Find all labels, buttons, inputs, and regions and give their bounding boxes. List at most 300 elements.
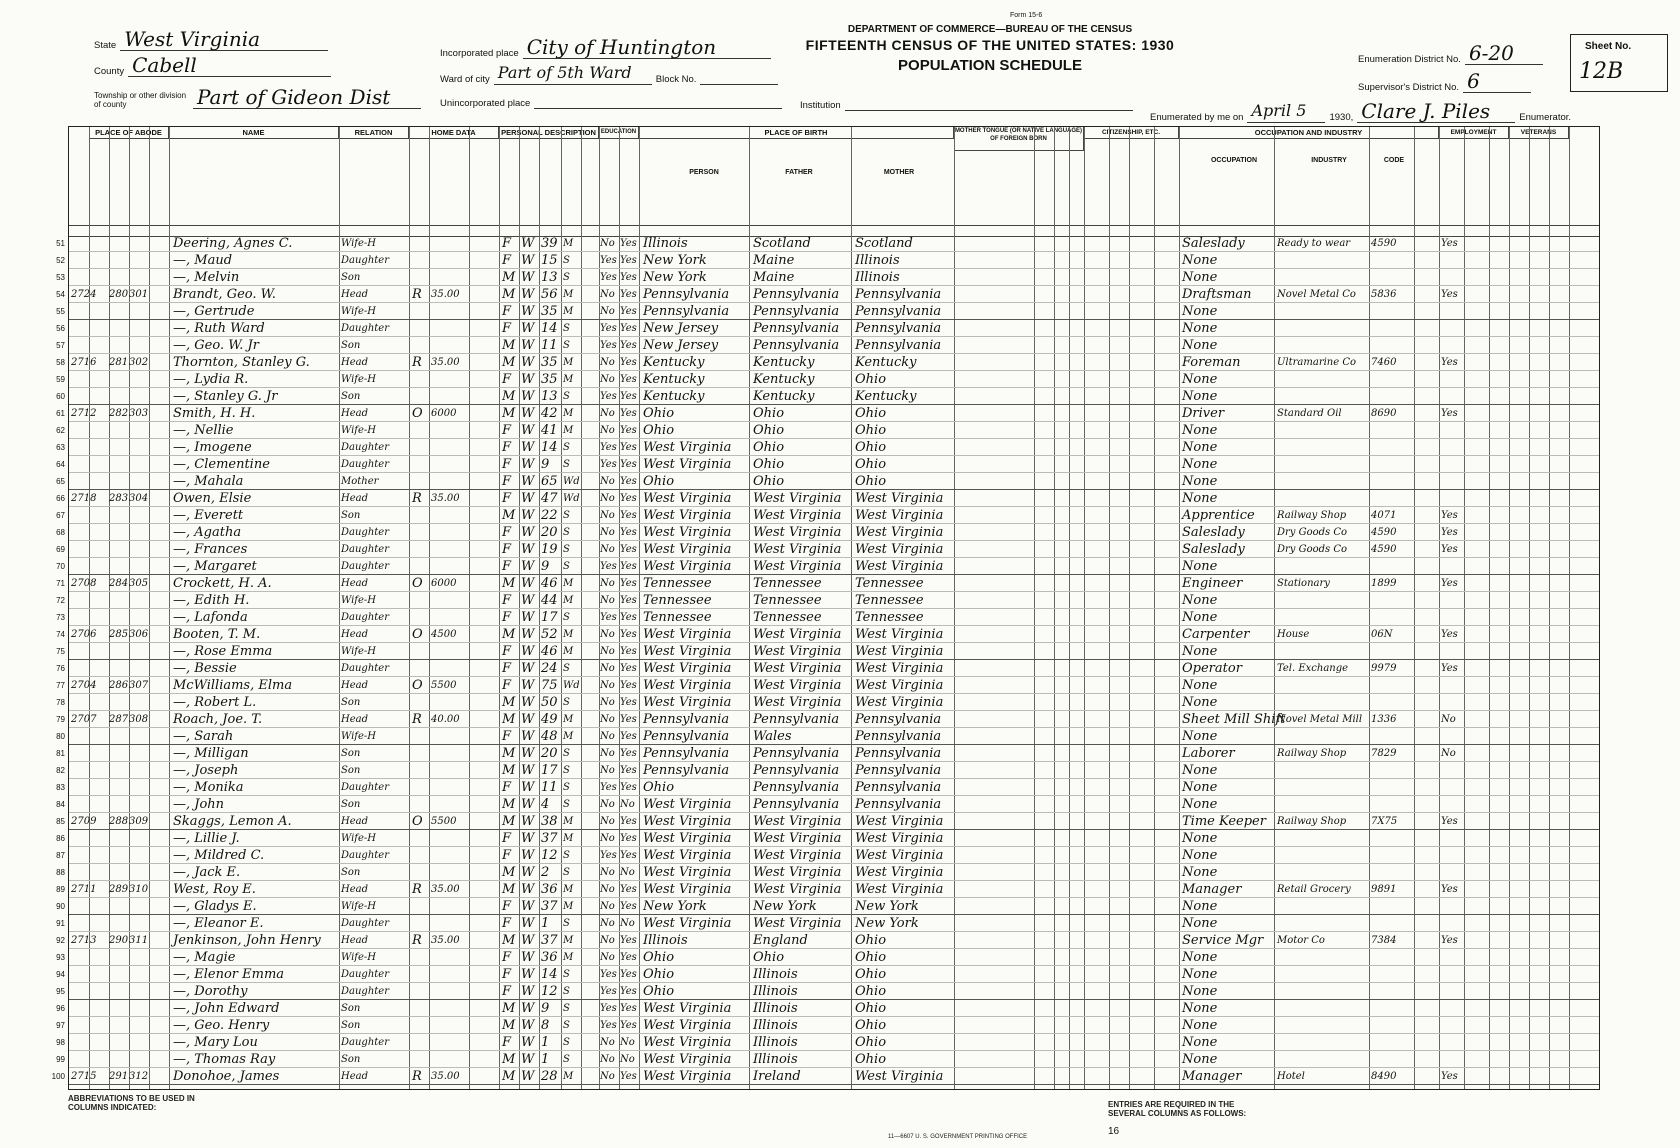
cell-age: 44 [541,593,558,608]
cell-val [431,643,469,660]
table-rows [51,235,1599,1085]
cell-dwell: 281 [109,357,129,368]
cell-val [431,558,469,575]
cell-sex: F [502,542,512,557]
cell-sch: No [600,578,615,589]
line-number: 89 [56,885,65,894]
cell-ms: M [563,374,574,385]
cell-emp [1441,1017,1465,1034]
cell-sex: M [502,406,516,421]
cell-rel: Daughter [341,442,389,453]
cell-ind [1277,762,1367,779]
cell-age: 49 [541,712,558,727]
cell-val [431,592,469,609]
cell-sch: Yes [600,1003,617,1014]
cell-home [412,949,428,966]
line-number: 62 [56,426,65,435]
cell-occ: None [1182,848,1218,863]
cell-name: —, Mary Lou [173,1035,258,1050]
cell-code [1371,252,1413,269]
cell-ind [1277,609,1367,626]
cell-sch: No [600,425,615,436]
cell-val [431,660,469,677]
cell-fbp: Kentucky [753,372,815,387]
cell-dwell: 291 [109,1071,129,1082]
cell-fam [129,762,149,779]
cell-rel: Head [341,578,369,589]
incorporated-label: Incorporated place [440,48,519,59]
cell-age: 17 [541,610,558,625]
cell-sex: F [502,491,512,506]
cell-race: W [521,695,535,710]
cell-age: 28 [541,1069,558,1084]
state-value: West Virginia [120,28,328,51]
cell-bp: Tennessee [643,576,712,591]
cell-dwell: 286 [109,680,129,691]
cell-race: W [521,491,535,506]
cell-fbp: Ohio [753,474,785,489]
cell-val: 35.00 [431,1071,460,1082]
table-row [56,983,1599,1000]
cell-mbp: Pennsylvania [855,746,942,761]
enumerated-label: Enumerated by me on [1150,112,1244,123]
cell-age: 14 [541,321,558,336]
cell-street [71,762,107,779]
cell-ms: Wd [563,476,580,487]
cell-fbp: Pennsylvania [753,797,840,812]
cell-dwell [109,915,129,932]
cell-occ: None [1182,831,1218,846]
table-row [56,966,1599,983]
cell-emp [1441,864,1465,881]
cell-mbp: West Virginia [855,525,944,540]
cell-sch: No [600,663,615,674]
table-row [56,524,1599,541]
table-row [56,1051,1599,1068]
cell-val [431,473,469,490]
line-number: 100 [51,1072,65,1081]
cell-dwell [109,558,129,575]
cell-val [431,388,469,405]
cell-mbp: West Virginia [855,559,944,574]
cell-code [1371,388,1413,405]
cell-home [412,915,428,932]
cell-street: 2718 [71,493,97,504]
cell-dwell: 280 [109,289,129,300]
cell-sch: No [600,765,615,776]
cell-fam [129,422,149,439]
cell-ms: S [563,544,570,555]
cell-street [71,524,107,541]
cell-ind [1277,1051,1367,1068]
cell-name: —, Eleanor E. [173,916,264,931]
cell-ms: S [563,1037,570,1048]
cell-fbp: West Virginia [753,831,842,846]
cell-sex: F [502,304,512,319]
cell-ms: M [563,833,574,844]
cell-home: O [412,406,423,421]
cell-mbp: West Virginia [855,831,944,846]
cell-sch: No [600,714,615,725]
cell-rel: Daughter [341,986,389,997]
cell-mbp: Ohio [855,474,887,489]
cell-ms: M [563,1071,574,1082]
cell-age: 8 [541,1018,550,1033]
cell-age: 22 [541,508,558,523]
cell-race: W [521,457,535,472]
cell-emp: Yes [1441,408,1458,419]
cell-sex: M [502,797,516,812]
cell-mbp: Pennsylvania [855,304,942,319]
cell-mbp: West Virginia [855,865,944,880]
cell-occ: Driver [1182,406,1225,421]
cell-fam [129,728,149,745]
cell-emp [1441,473,1465,490]
cell-ind [1277,949,1367,966]
cell-home [412,439,428,456]
cell-name: Booten, T. M. [173,627,261,642]
cell-name: —, Mildred C. [173,848,265,863]
cell-dwell [109,269,129,286]
cell-ind: House [1277,629,1310,640]
line-number: 56 [56,324,65,333]
cell-mbp: Ohio [855,457,887,472]
cell-sch: No [600,629,615,640]
cell-dwell [109,235,129,252]
cell-age: 39 [541,236,558,251]
cell-sex: M [502,287,516,302]
table-row [56,303,1599,320]
cell-lit: Yes [620,731,637,742]
cell-home [412,507,428,524]
cell-fam [129,1000,149,1017]
cell-code: 4590 [1371,527,1397,538]
county-field [94,54,331,77]
cell-fam [129,949,149,966]
cell-occ: Foreman [1182,355,1241,370]
cell-fbp: Ohio [753,457,785,472]
table-row [56,286,1599,303]
group-occupation: OCCUPATION AND INDUSTRY [1179,127,1439,139]
cell-dwell: 285 [109,629,129,640]
cell-ms: M [563,935,574,946]
line-number: 61 [56,409,65,418]
sheet-number-box [1570,34,1668,92]
cell-val: 35.00 [431,357,460,368]
cell-occ: None [1182,729,1218,744]
cell-bp: West Virginia [643,882,732,897]
cell-lit: Yes [620,697,637,708]
cell-dwell [109,337,129,354]
cell-rel: Daughter [341,459,389,470]
line-number: 55 [56,307,65,316]
cell-ms: S [563,969,570,980]
cell-sex: M [502,865,516,880]
cell-rel: Son [341,799,361,810]
cell-name: —, Lafonda [173,610,248,625]
cell-ms: Wd [563,493,580,504]
cell-age: 36 [541,950,558,965]
cell-home [412,745,428,762]
table-row [56,575,1599,592]
cell-occ: None [1182,593,1218,608]
cell-code: 8690 [1371,408,1397,419]
cell-bp: West Virginia [643,525,732,540]
cell-dwell [109,983,129,1000]
cell-street: 2713 [71,935,97,946]
cell-emp [1441,915,1465,932]
cell-rel: Wife-H [341,952,377,963]
cell-home [412,660,428,677]
cell-street [71,422,107,439]
cell-name: —, Gertrude [173,304,255,319]
cell-dwell: 290 [109,935,129,946]
cell-fam [129,439,149,456]
line-number: 69 [56,545,65,554]
cell-emp [1441,490,1465,507]
colhead-industry: INDUSTRY [1311,157,1347,164]
cell-ind: Dry Goods Co [1277,544,1348,555]
cell-dwell [109,796,129,813]
table-row [51,1068,1599,1085]
cell-ind [1277,1017,1367,1034]
cell-ind: Railway Shop [1277,510,1347,521]
cell-name: —, Geo. Henry [173,1018,270,1033]
cell-sch: Yes [600,561,617,572]
cell-dwell [109,473,129,490]
block-label: Block No. [655,74,697,85]
cell-age: 35 [541,372,558,387]
cell-mbp: Ohio [855,372,887,387]
cell-code: 9979 [1371,663,1397,674]
cell-val [431,728,469,745]
cell-street [71,643,107,660]
cell-code [1371,694,1413,711]
cell-bp: Illinois [643,236,688,251]
cell-rel: Wife-H [341,238,377,249]
cell-race: W [521,678,535,693]
cell-age: 14 [541,440,558,455]
cell-name: —, Lydia R. [173,372,249,387]
cell-lit: Yes [620,493,637,504]
cell-val: 4500 [431,629,457,640]
cell-sch: Yes [600,782,617,793]
cell-sch: Yes [600,612,617,623]
cell-sch: No [600,374,615,385]
cell-age: 17 [541,763,558,778]
cell-street [71,728,107,745]
cell-code [1371,558,1413,575]
line-number: 65 [56,477,65,486]
cell-code [1371,983,1413,1000]
cell-race: W [521,525,535,540]
cell-bp: Ohio [643,984,675,999]
cell-rel: Daughter [341,850,389,861]
cell-occ: Carpenter [1182,627,1250,642]
cell-race: W [521,559,535,574]
cell-race: W [521,321,535,336]
cell-code [1371,490,1413,507]
cell-fbp: Illinois [753,967,798,982]
cell-emp [1441,898,1465,915]
cell-ind [1277,643,1367,660]
cell-fam: 307 [129,680,149,691]
cell-name: Jenkinson, John Henry [173,933,321,948]
cell-street [71,558,107,575]
cell-val: 5500 [431,680,457,691]
cell-rel: Wife-H [341,646,377,657]
cell-street [71,473,107,490]
cell-rel: Daughter [341,544,389,555]
cell-home: O [412,678,423,693]
cell-home [412,847,428,864]
cell-race: W [521,831,535,846]
cell-race: W [521,389,535,404]
cell-sch: No [600,1071,615,1082]
cell-bp: Pennsylvania [643,287,730,302]
cell-fam [129,1051,149,1068]
cell-mbp: West Virginia [855,491,944,506]
cell-val [431,898,469,915]
cell-occ: Saleslady [1182,236,1245,251]
cell-rel: Daughter [341,255,389,266]
cell-occ: None [1182,797,1218,812]
cell-val [431,779,469,796]
table-row [56,932,1599,949]
group-abode: PLACE OF ABODE [89,127,169,139]
cell-lit: Yes [620,935,637,946]
cell-val [431,694,469,711]
cell-street: 2707 [71,714,97,725]
group-name: NAME [169,127,339,139]
cell-bp: West Virginia [643,1052,732,1067]
cell-code [1371,864,1413,881]
cell-val: 40.00 [431,714,460,725]
cell-emp: Yes [1441,884,1458,895]
cell-age: 24 [541,661,558,676]
cell-age: 52 [541,627,558,642]
cell-mbp: West Virginia [855,627,944,642]
cell-emp [1441,966,1465,983]
cell-ms: S [563,1020,570,1031]
line-number: 77 [56,681,65,690]
cell-lit: Yes [620,1003,637,1014]
cell-sch: Yes [600,391,617,402]
cell-bp: Tennessee [643,593,712,608]
schedule-title: POPULATION SCHEDULE [898,57,1082,74]
cell-name: Roach, Joe. T. [173,712,263,727]
cell-fbp: Kentucky [753,389,815,404]
table-row [56,592,1599,609]
cell-bp: New York [643,253,707,268]
cell-age: 15 [541,253,558,268]
cell-dwell [109,745,129,762]
cell-home [412,1017,428,1034]
cell-rel: Son [341,272,361,283]
cell-home [412,541,428,558]
census-title: FIFTEENTH CENSUS OF THE UNITED STATES: 1930 [805,37,1175,53]
cell-rel: Head [341,1071,369,1082]
cell-fam [129,371,149,388]
cell-age: 13 [541,389,558,404]
cell-ind [1277,1034,1367,1051]
cell-rel: Wife-H [341,901,377,912]
table-row [56,694,1599,711]
cell-sch: No [600,697,615,708]
cell-home: R [412,712,422,727]
cell-street [71,915,107,932]
cell-name: Owen, Elsie [173,491,252,506]
cell-emp [1441,609,1465,626]
cell-sch: No [600,833,615,844]
table-row [56,371,1599,388]
cell-street [71,1000,107,1017]
cell-name: —, Geo. W. Jr [173,338,259,353]
cell-home [412,983,428,1000]
cell-lit: Yes [620,595,637,606]
cell-code [1371,371,1413,388]
ed-label: Enumeration District No. [1358,54,1461,65]
cell-race: W [521,627,535,642]
sheet-value: 12B [1579,59,1624,84]
cell-race: W [521,763,535,778]
cell-lit: Yes [620,272,637,283]
cell-code: 1899 [1371,578,1397,589]
cell-sex: M [502,746,516,761]
cell-fbp: Illinois [753,984,798,999]
table-row [56,711,1599,728]
cell-code: 7829 [1371,748,1397,759]
cell-name: —, Imogene [173,440,252,455]
cell-rel: Wife-H [341,374,377,385]
cell-sex: F [502,848,512,863]
cell-age: 56 [541,287,558,302]
cell-dwell [109,439,129,456]
cell-code [1371,779,1413,796]
table-row [56,269,1599,286]
cell-val [431,949,469,966]
cell-sex: F [502,440,512,455]
cell-race: W [521,406,535,421]
line-number: 59 [56,375,65,384]
cell-age: 11 [541,780,558,795]
cell-age: 1 [541,1052,550,1067]
cell-val [431,235,469,252]
cell-rel: Daughter [341,527,389,538]
cell-fbp: Illinois [753,1001,798,1016]
sheet-label: Sheet No. [1585,41,1632,52]
incorporated-value: City of Huntington [523,36,771,59]
cell-ms: M [563,714,574,725]
cell-ms: S [563,697,570,708]
cell-sex: F [502,474,512,489]
cell-occ: None [1182,423,1218,438]
cell-home: R [412,491,422,506]
cell-age: 4 [541,797,550,812]
cell-home: R [412,287,422,302]
cell-sch: No [600,289,615,300]
cell-dwell [109,507,129,524]
cell-ms: S [563,442,570,453]
cell-name: Skaggs, Lemon A. [173,814,292,829]
line-number: 93 [56,953,65,962]
cell-occ: None [1182,678,1218,693]
cell-mbp: Pennsylvania [855,763,942,778]
cell-ind [1277,966,1367,983]
cell-fam: 306 [129,629,149,640]
cell-rel: Head [341,714,369,725]
cell-fam [129,864,149,881]
